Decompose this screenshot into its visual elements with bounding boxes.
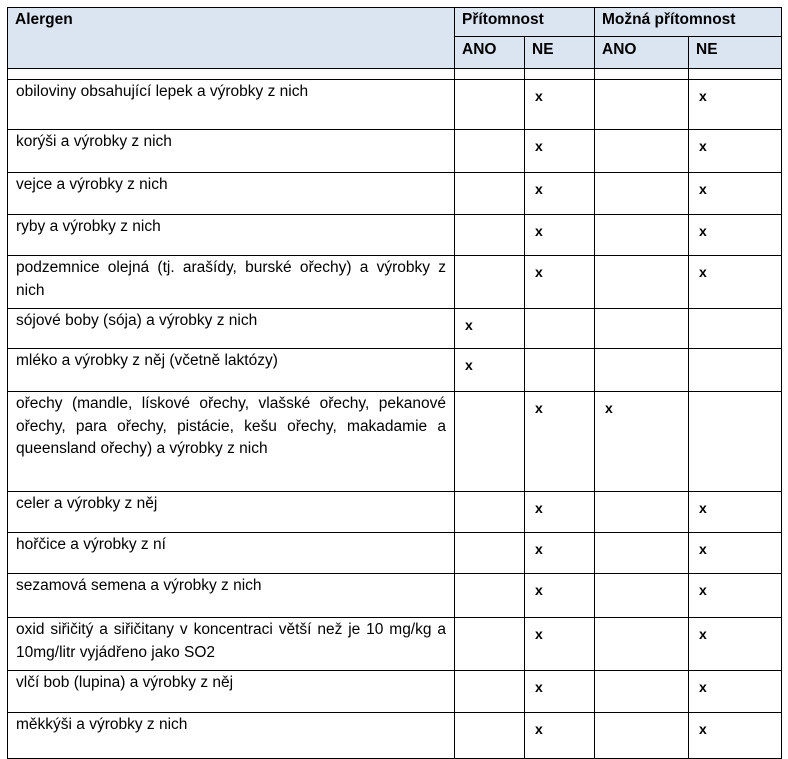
- spacer-row: [8, 69, 782, 80]
- presence-yes-cell: [455, 130, 525, 173]
- presence-no-cell: x: [525, 80, 595, 130]
- header-presence-no: NE: [525, 37, 595, 69]
- allergen-name: vlčí bob (lupina) a výrobky z něj: [8, 671, 455, 713]
- presence-no-cell: [525, 349, 595, 392]
- possible-no-cell: [689, 349, 782, 392]
- table-row: [8, 215, 782, 256]
- allergen-name: celer a výrobky z něj: [8, 492, 455, 533]
- possible-yes-cell: [595, 256, 689, 309]
- presence-yes-cell: x: [455, 309, 525, 349]
- table-row: [8, 256, 782, 309]
- presence-yes-cell: [455, 256, 525, 309]
- allergen-name: korýši a výrobky z nich: [8, 130, 455, 173]
- presence-no-cell: [525, 309, 595, 349]
- table-row: [8, 392, 782, 492]
- allergen-name: mléko a výrobky z něj (včetně laktózy): [8, 349, 455, 392]
- table-row: [8, 713, 782, 759]
- presence-yes-cell: [455, 533, 525, 574]
- allergen-name: sójové boby (sója) a výrobky z nich: [8, 309, 455, 349]
- presence-no-cell: x: [525, 256, 595, 309]
- header-possible-yes: ANO: [595, 37, 689, 69]
- possible-no-cell: x: [689, 173, 782, 215]
- possible-no-cell: x: [689, 671, 782, 713]
- presence-yes-cell: [455, 173, 525, 215]
- presence-yes-cell: [455, 574, 525, 618]
- possible-yes-cell: [595, 671, 689, 713]
- presence-no-cell: x: [525, 671, 595, 713]
- presence-yes-cell: x: [455, 349, 525, 392]
- table-row: [8, 349, 782, 392]
- presence-yes-cell: [455, 215, 525, 256]
- presence-no-cell: x: [525, 492, 595, 533]
- table-row: [8, 309, 782, 349]
- allergen-name: měkkýši a výrobky z nich: [8, 713, 455, 759]
- possible-yes-cell: [595, 130, 689, 173]
- possible-yes-cell: [595, 349, 689, 392]
- allergen-name: oxid siřičitý a siřičitany v koncentraci větší než je 10 mg/kg a 10mg/litr vyjádřeno jako SO2: [8, 618, 455, 671]
- possible-yes-cell: [595, 215, 689, 256]
- table-row: [8, 130, 782, 173]
- table-row: [8, 80, 782, 130]
- possible-yes-cell: [595, 492, 689, 533]
- presence-yes-cell: [455, 80, 525, 130]
- allergen-name: podzemnice olejná (tj. arašídy, burské ořechy) a výrobky z nich: [8, 256, 455, 309]
- presence-no-cell: x: [525, 618, 595, 671]
- table-row: [8, 671, 782, 713]
- allergen-name: sezamová semena a výrobky z nich: [8, 574, 455, 618]
- possible-no-cell: x: [689, 618, 782, 671]
- allergen-table: [7, 7, 782, 759]
- presence-yes-cell: [455, 392, 525, 492]
- presence-yes-cell: [455, 713, 525, 759]
- possible-no-cell: x: [689, 713, 782, 759]
- allergen-name: obiloviny obsahující lepek a výrobky z nich: [8, 80, 455, 130]
- presence-no-cell: x: [525, 713, 595, 759]
- possible-yes-cell: [595, 173, 689, 215]
- possible-no-cell: x: [689, 256, 782, 309]
- presence-no-cell: x: [525, 533, 595, 574]
- possible-yes-cell: x: [595, 392, 689, 492]
- presence-no-cell: x: [525, 574, 595, 618]
- table-row: [8, 492, 782, 533]
- possible-no-cell: x: [689, 215, 782, 256]
- table-row: [8, 618, 782, 671]
- table-row: [8, 533, 782, 574]
- presence-no-cell: x: [525, 215, 595, 256]
- presence-yes-cell: [455, 618, 525, 671]
- presence-yes-cell: [455, 492, 525, 533]
- presence-yes-cell: [455, 671, 525, 713]
- table-row: [8, 574, 782, 618]
- presence-no-cell: x: [525, 173, 595, 215]
- possible-yes-cell: [595, 713, 689, 759]
- possible-no-cell: x: [689, 574, 782, 618]
- header-possible-presence: Možná přítomnost: [595, 8, 782, 37]
- possible-no-cell: x: [689, 533, 782, 574]
- presence-no-cell: x: [525, 130, 595, 173]
- header-presence-yes: ANO: [455, 37, 525, 69]
- possible-no-cell: x: [689, 80, 782, 130]
- allergen-name: ořechy (mandle, lískové ořechy, vlašské ořechy, pekanové ořechy, para ořechy, pistácie, kešu ořechy, makadamie a queensland ořechy) a výrobky z nich: [8, 392, 455, 492]
- possible-yes-cell: [595, 574, 689, 618]
- possible-no-cell: [689, 392, 782, 492]
- possible-yes-cell: [595, 309, 689, 349]
- header-allergen: Alergen: [8, 8, 455, 69]
- table-row: [8, 173, 782, 215]
- possible-yes-cell: [595, 533, 689, 574]
- presence-no-cell: x: [525, 392, 595, 492]
- possible-no-cell: x: [689, 492, 782, 533]
- header-possible-no: NE: [689, 37, 782, 69]
- allergen-name: hořčice a výrobky z ní: [8, 533, 455, 574]
- possible-no-cell: x: [689, 130, 782, 173]
- allergen-name: vejce a výrobky z nich: [8, 173, 455, 215]
- possible-no-cell: [689, 309, 782, 349]
- header-presence: Přítomnost: [455, 8, 595, 37]
- possible-yes-cell: [595, 80, 689, 130]
- possible-yes-cell: [595, 618, 689, 671]
- allergen-name: ryby a výrobky z nich: [8, 215, 455, 256]
